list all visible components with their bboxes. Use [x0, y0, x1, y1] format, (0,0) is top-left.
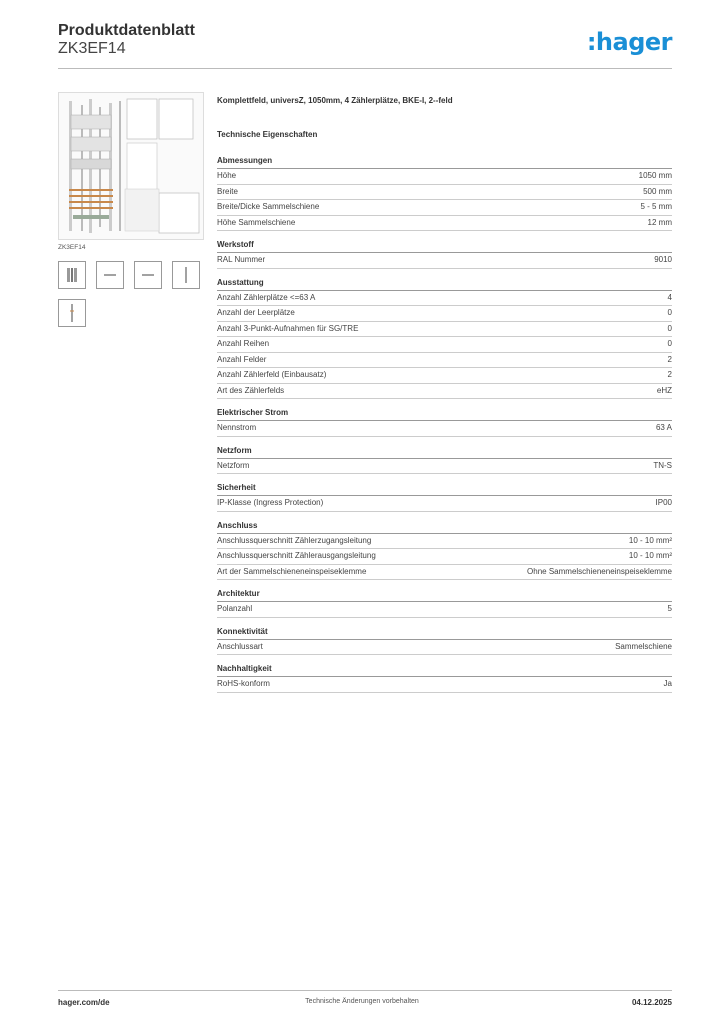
property-key: Netzform	[217, 460, 250, 470]
product-code: ZK3EF14	[58, 40, 126, 57]
property-row	[217, 459, 672, 475]
property-section	[217, 589, 672, 618]
drawing-thumbnail[interactable]	[96, 261, 124, 289]
property-row	[217, 306, 672, 322]
property-row	[217, 322, 672, 338]
property-value: 1050 mm	[638, 171, 672, 180]
property-row	[217, 640, 672, 656]
property-row	[217, 384, 672, 400]
property-value: 0	[667, 323, 672, 333]
property-section	[217, 521, 672, 581]
property-value: Ohne Sammelschieneneinspeiseklemme	[527, 566, 672, 576]
property-key: Art des Zählerfelds	[217, 385, 285, 395]
property-value: 2	[667, 370, 672, 379]
footer-date: 04.12.2025	[631, 998, 672, 1007]
property-key: Anschlussart	[217, 641, 263, 651]
property-row	[217, 216, 672, 232]
property-key: Breite	[217, 186, 238, 196]
property-value: 10 - 10 mm²	[628, 551, 672, 560]
property-section	[217, 664, 672, 693]
property-key: Anzahl Zählerfeld (Einbausatz)	[217, 370, 327, 379]
section-title: Konnektivität	[217, 627, 672, 640]
product-image	[58, 92, 204, 240]
section-title: Anschluss	[217, 521, 672, 534]
property-row	[217, 253, 672, 269]
property-key: Breite/Dicke Sammelschiene	[217, 202, 320, 211]
property-section	[217, 278, 672, 400]
section-title: Abmessungen	[217, 156, 672, 169]
property-value: IP00	[655, 498, 672, 507]
property-row	[217, 565, 672, 581]
property-section	[217, 627, 672, 656]
page-header	[58, 20, 672, 68]
property-row	[217, 185, 672, 201]
product-thumb-icon	[59, 262, 85, 288]
property-row	[217, 169, 672, 185]
hager-logo: :hager	[586, 28, 672, 56]
property-row	[217, 337, 672, 353]
page-title: Produktdatenblatt	[58, 22, 195, 39]
property-key: RAL Nummer	[217, 255, 266, 264]
section-title: Architektur	[217, 589, 672, 602]
property-row	[217, 291, 672, 307]
tech-properties-heading: Technische Eigenschaften	[217, 130, 318, 139]
property-key: Anzahl Felder	[217, 354, 267, 364]
property-value: 2	[667, 354, 672, 364]
drawing-thumbnail[interactable]	[134, 261, 162, 289]
section-title: Elektrischer Strom	[217, 408, 672, 421]
property-key: RoHS-konform	[217, 679, 270, 688]
product-image-caption: ZK3EF14	[58, 244, 86, 251]
property-key: Art der Sammelschieneneinspeiseklemme	[217, 566, 367, 576]
vertical-line-icon	[173, 262, 199, 288]
property-key: Nennstrom	[217, 423, 257, 432]
properties-column	[217, 96, 672, 688]
property-key: Anschlussquerschnitt Zählerzugangsleitung	[217, 535, 372, 545]
property-row	[217, 368, 672, 384]
property-value: 12 mm	[647, 217, 672, 227]
property-value: Sammelschiene	[615, 641, 672, 651]
property-section	[217, 446, 672, 475]
property-value: 63 A	[655, 423, 672, 432]
property-section	[217, 483, 672, 512]
property-value: 4	[667, 292, 672, 302]
footer-disclaimer: Technische Änderungen vorbehalten	[305, 998, 419, 1005]
property-value: 9010	[654, 255, 672, 264]
property-value: TN-S	[653, 460, 672, 470]
property-value: 500 mm	[643, 186, 672, 196]
property-row	[217, 677, 672, 693]
section-title: Nachhaltigkeit	[217, 664, 672, 677]
property-row	[217, 534, 672, 550]
property-key: Polanzahl	[217, 604, 253, 613]
footer-divider	[58, 990, 672, 991]
property-value: 5	[667, 604, 672, 613]
header-divider	[58, 68, 672, 69]
product-description: Komplettfeld, universZ, 1050mm, 4 Zählerplätze, BKE-I, 2--feld	[217, 96, 453, 105]
property-value: 10 - 10 mm²	[628, 535, 672, 545]
footer-website-link[interactable]: hager.com/de	[58, 998, 110, 1007]
property-row	[217, 421, 672, 437]
section-title: Ausstattung	[217, 278, 672, 291]
property-row	[217, 200, 672, 216]
property-key: Anzahl der Leerplätze	[217, 308, 295, 317]
section-title: Werkstoff	[217, 240, 672, 253]
property-key: Anzahl Zählerplätze <=63 A	[217, 292, 316, 302]
property-value: Ja	[663, 679, 672, 688]
property-value: 0	[667, 308, 672, 317]
property-key: Höhe	[217, 171, 237, 180]
property-key: Höhe Sammelschiene	[217, 217, 296, 227]
property-value: 5 - 5 mm	[640, 202, 672, 211]
property-section	[217, 408, 672, 437]
drawing-thumbnail[interactable]	[172, 261, 200, 289]
property-section	[217, 156, 672, 231]
property-key: Anzahl Reihen	[217, 339, 270, 348]
line-symbol-icon	[97, 262, 123, 288]
property-row	[217, 353, 672, 369]
property-row	[217, 549, 672, 565]
vertical-line-icon	[59, 300, 85, 326]
section-title: Netzform	[217, 446, 672, 459]
property-value: eHZ	[656, 385, 672, 395]
drawing-thumbnail[interactable]	[58, 299, 86, 327]
property-key: Anzahl 3-Punkt-Aufnahmen für SG/TRE	[217, 323, 359, 333]
product-thumbnail[interactable]	[58, 261, 86, 289]
section-title: Sicherheit	[217, 483, 672, 496]
product-image-column	[58, 92, 208, 240]
property-section	[217, 240, 672, 269]
properties-sections	[217, 156, 672, 702]
property-value: 0	[667, 339, 672, 348]
meter-panel-illustration	[59, 93, 203, 239]
line-symbol-icon	[135, 262, 161, 288]
property-row	[217, 602, 672, 618]
property-row	[217, 496, 672, 512]
property-key: Anschlussquerschnitt Zählerausgangsleitung	[217, 551, 376, 560]
property-key: IP-Klasse (Ingress Protection)	[217, 498, 324, 507]
